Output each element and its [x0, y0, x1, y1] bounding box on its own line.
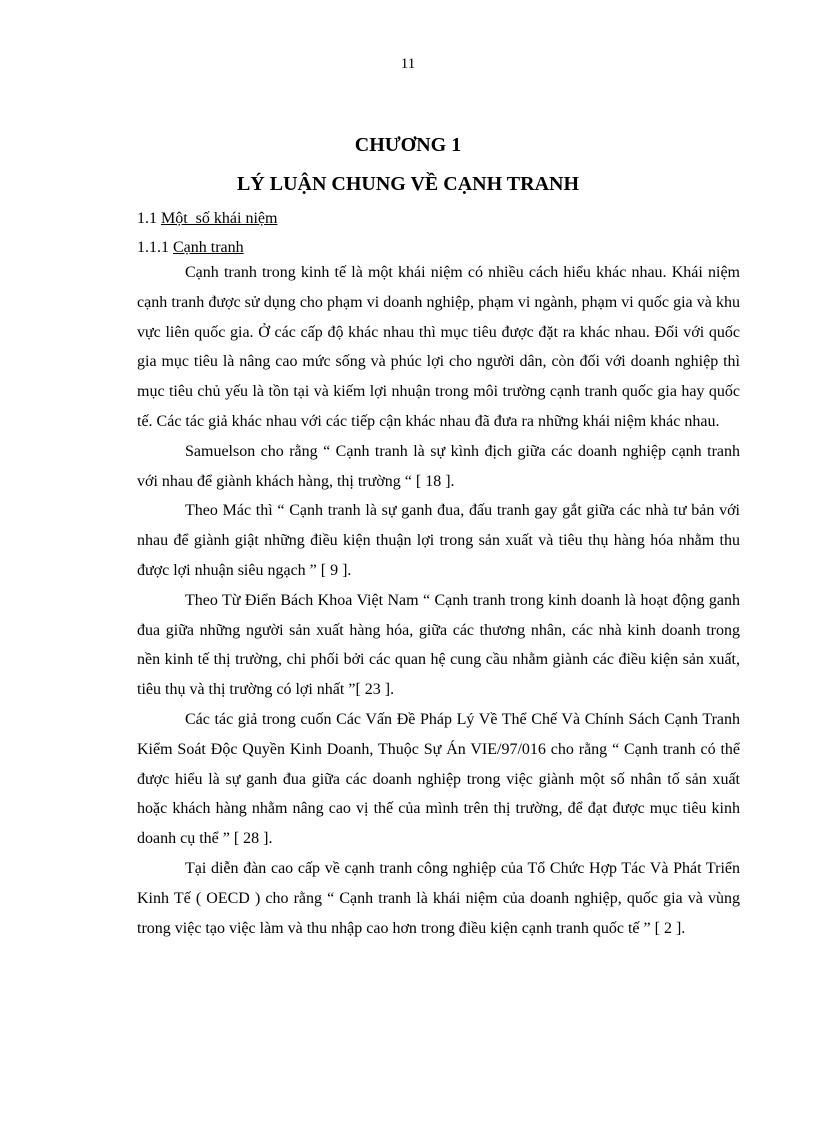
chapter-subtitle: LÝ LUẬN CHUNG VỀ CẠNH TRANH: [236, 173, 580, 195]
paragraph: Theo Từ Điển Bách Khoa Việt Nam “ Cạnh tranh trong kinh doanh là hoạt động ganh đua giữa những người sản xuất hàng hóa, giữa các thương nhân, các nhà kinh doanh trong nền kinh tế thị trường, chi phối bởi các quan hệ cung cầu nhằm giành các điều kiện sản xuất, tiêu thụ và thị trường có lợi nhất ”[ 23 ].: [137, 591, 740, 699]
section-title: Cạnh tranh: [173, 239, 244, 256]
paragraph: Theo Mác thì “ Cạnh tranh là sự ganh đua, đấu tranh gay gắt giữa các nhà tư bản với nhau để giành giật những điều kiện thuận lợi trong sản xuất và tiêu thụ hàng hóa nhằm thu được lợi nhuận siêu ngạch ” [ 9 ].: [137, 502, 740, 579]
section-heading-1-1: [137, 208, 277, 230]
section-title: Một số khái niệm: [161, 210, 278, 227]
section-number: 1.1: [137, 210, 157, 227]
paragraph: Cạnh tranh trong kinh tế là một khái niệm có nhiều cách hiểu khác nhau. Khái niệm cạnh tranh được sử dụng cho phạm vi doanh nghiệp, phạm vi ngành, phạm vi quốc gia và khu vực liên quốc gia. Ở các cấp độ khác nhau thì mục tiêu được đặt ra khác nhau. Đối với quốc gia mục tiêu là nâng cao mức sống và phúc lợi cho người dân, còn đối với doanh nghiệp thì mục tiêu chủ yếu là tồn tại và kiếm lợi nhuận trong môi trường cạnh tranh quốc gia hay quốc tế. Các tác giả khác nhau với các tiếp cận khác nhau đã đưa ra những khái niệm khác nhau.: [137, 264, 740, 430]
paragraph: Tại diễn đàn cao cấp về cạnh tranh công nghiệp của Tổ Chức Hợp Tác Và Phát Triển Kinh Tế ( OECD ) cho rằng “ Cạnh tranh là khái niệm của doanh nghiệp, quốc gia và vùng trong việc tạo việc làm và thu nhập cao hơn trong điều kiện cạnh tranh quốc tế ” [ 2 ].: [137, 859, 740, 937]
chapter-title: CHƯƠNG 1: [354, 134, 462, 156]
body-text: [137, 258, 740, 943]
section-number: 1.1.1: [137, 239, 169, 256]
page-number: 11: [400, 56, 416, 72]
section-heading-1-1-1: [137, 237, 244, 259]
paragraph: Samuelson cho rằng “ Cạnh tranh là sự kình địch giữa các doanh nghiệp cạnh tranh với nhau để giành khách hàng, thị trường “ [ 18 ].: [137, 442, 740, 490]
paragraph: Các tác giả trong cuốn Các Vấn Đề Pháp Lý Về Thể Chế Và Chính Sách Cạnh Tranh Kiểm Soát Độc Quyền Kinh Doanh, Thuộc Sự Án VIE/97/016 cho rằng “ Cạnh tranh có thể được hiểu là sự ganh đua giữa các doanh nghiệp trong việc giành một số nhân tố sản xuất hoặc khách hàng nhằm nâng cao vị thế của mình trên thị trường, để đạt được mục tiêu kinh doanh cụ thể ” [ 28 ].: [137, 710, 740, 848]
